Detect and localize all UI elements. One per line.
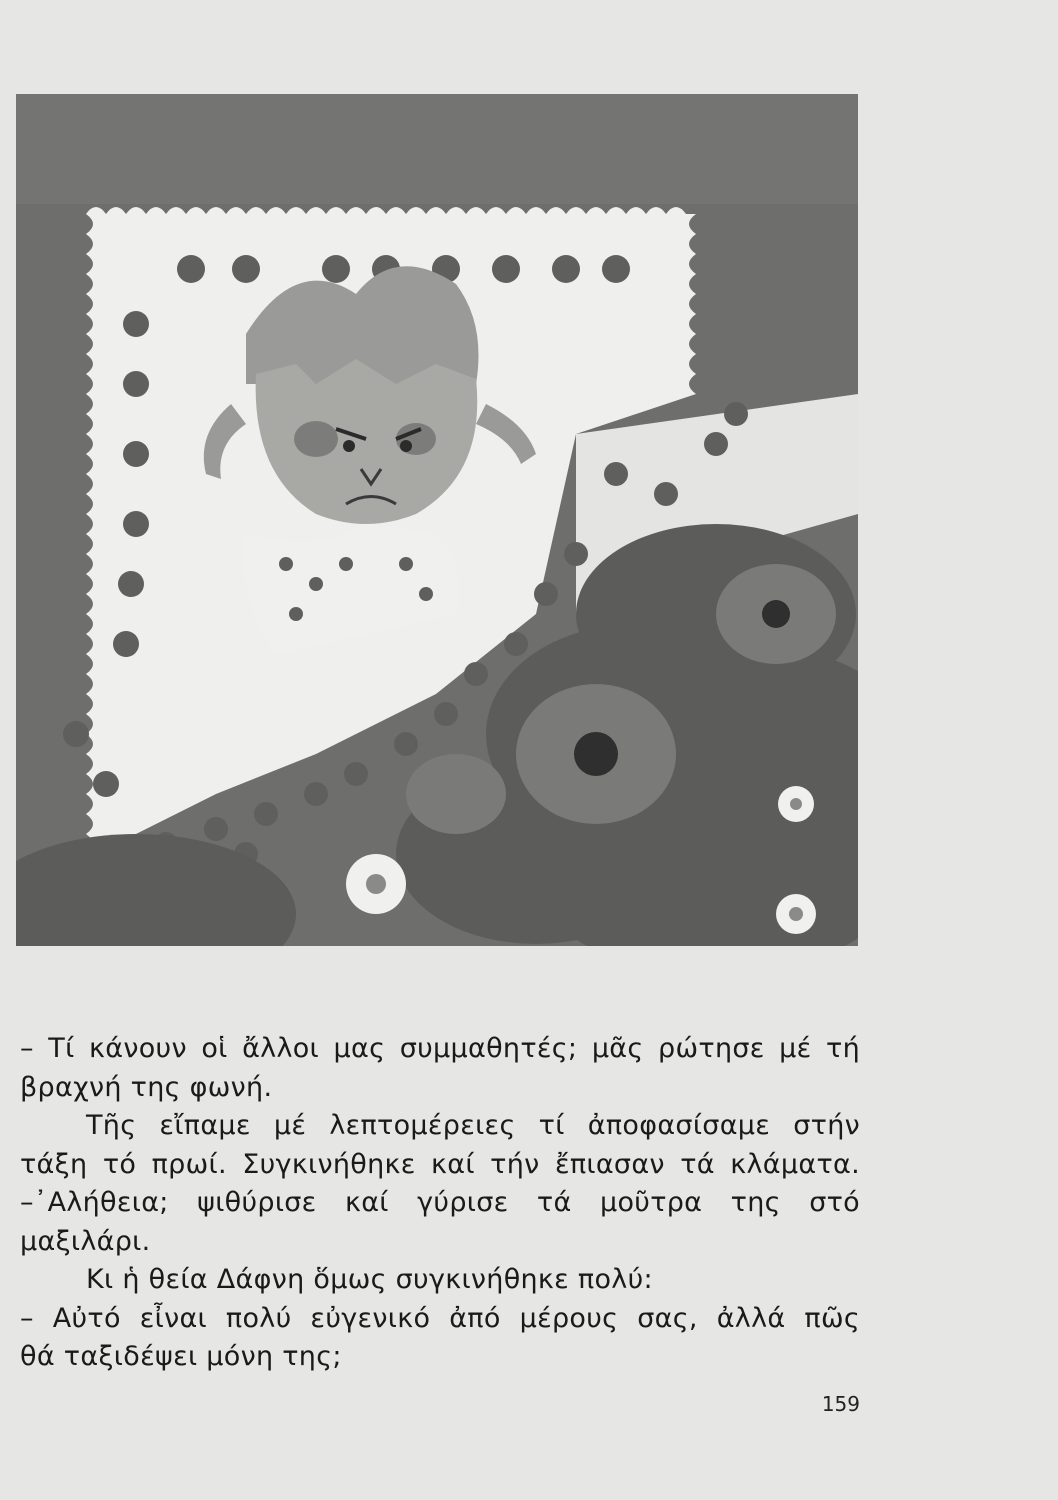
text-line: – Αὐτό εἶναι πολύ εὐγενικό ἀπό μέρους σας, ἀλλά πῶς — [20, 1302, 860, 1334]
girl-at-window-icon — [16, 94, 858, 946]
text-line: –᾿Αλήθεια; ψιθύρισε καί γύρισε τά μοῦτρα της στό — [20, 1187, 860, 1218]
story-text — [20, 1030, 860, 1377]
text-line: τάξη τό πρωί. Συγκινήθηκε καί τήν ἔπιασαν τά κλάματα. — [20, 1148, 860, 1180]
text-line: Κι ἡ θεία Δάφνη ὅμως συγκινήθηκε πολύ: — [86, 1264, 653, 1295]
text-line: – Τί κάνουν οἱ ἄλλοι μας συμμαθητές; μᾶς ρώτησε μέ τή — [20, 1033, 860, 1064]
page-number: 159 — [821, 1392, 860, 1416]
text-line: θά ταξιδέψει μόνη της; — [20, 1341, 342, 1372]
text-line: Τῆς εἴπαμε μέ λεπτομέρειες τί ἀποφασίσαμε στήν — [86, 1110, 860, 1141]
illustration — [16, 94, 858, 946]
text-line: μαξιλάρι. — [20, 1225, 151, 1257]
text-line: βραχνή της φωνή. — [20, 1071, 273, 1103]
